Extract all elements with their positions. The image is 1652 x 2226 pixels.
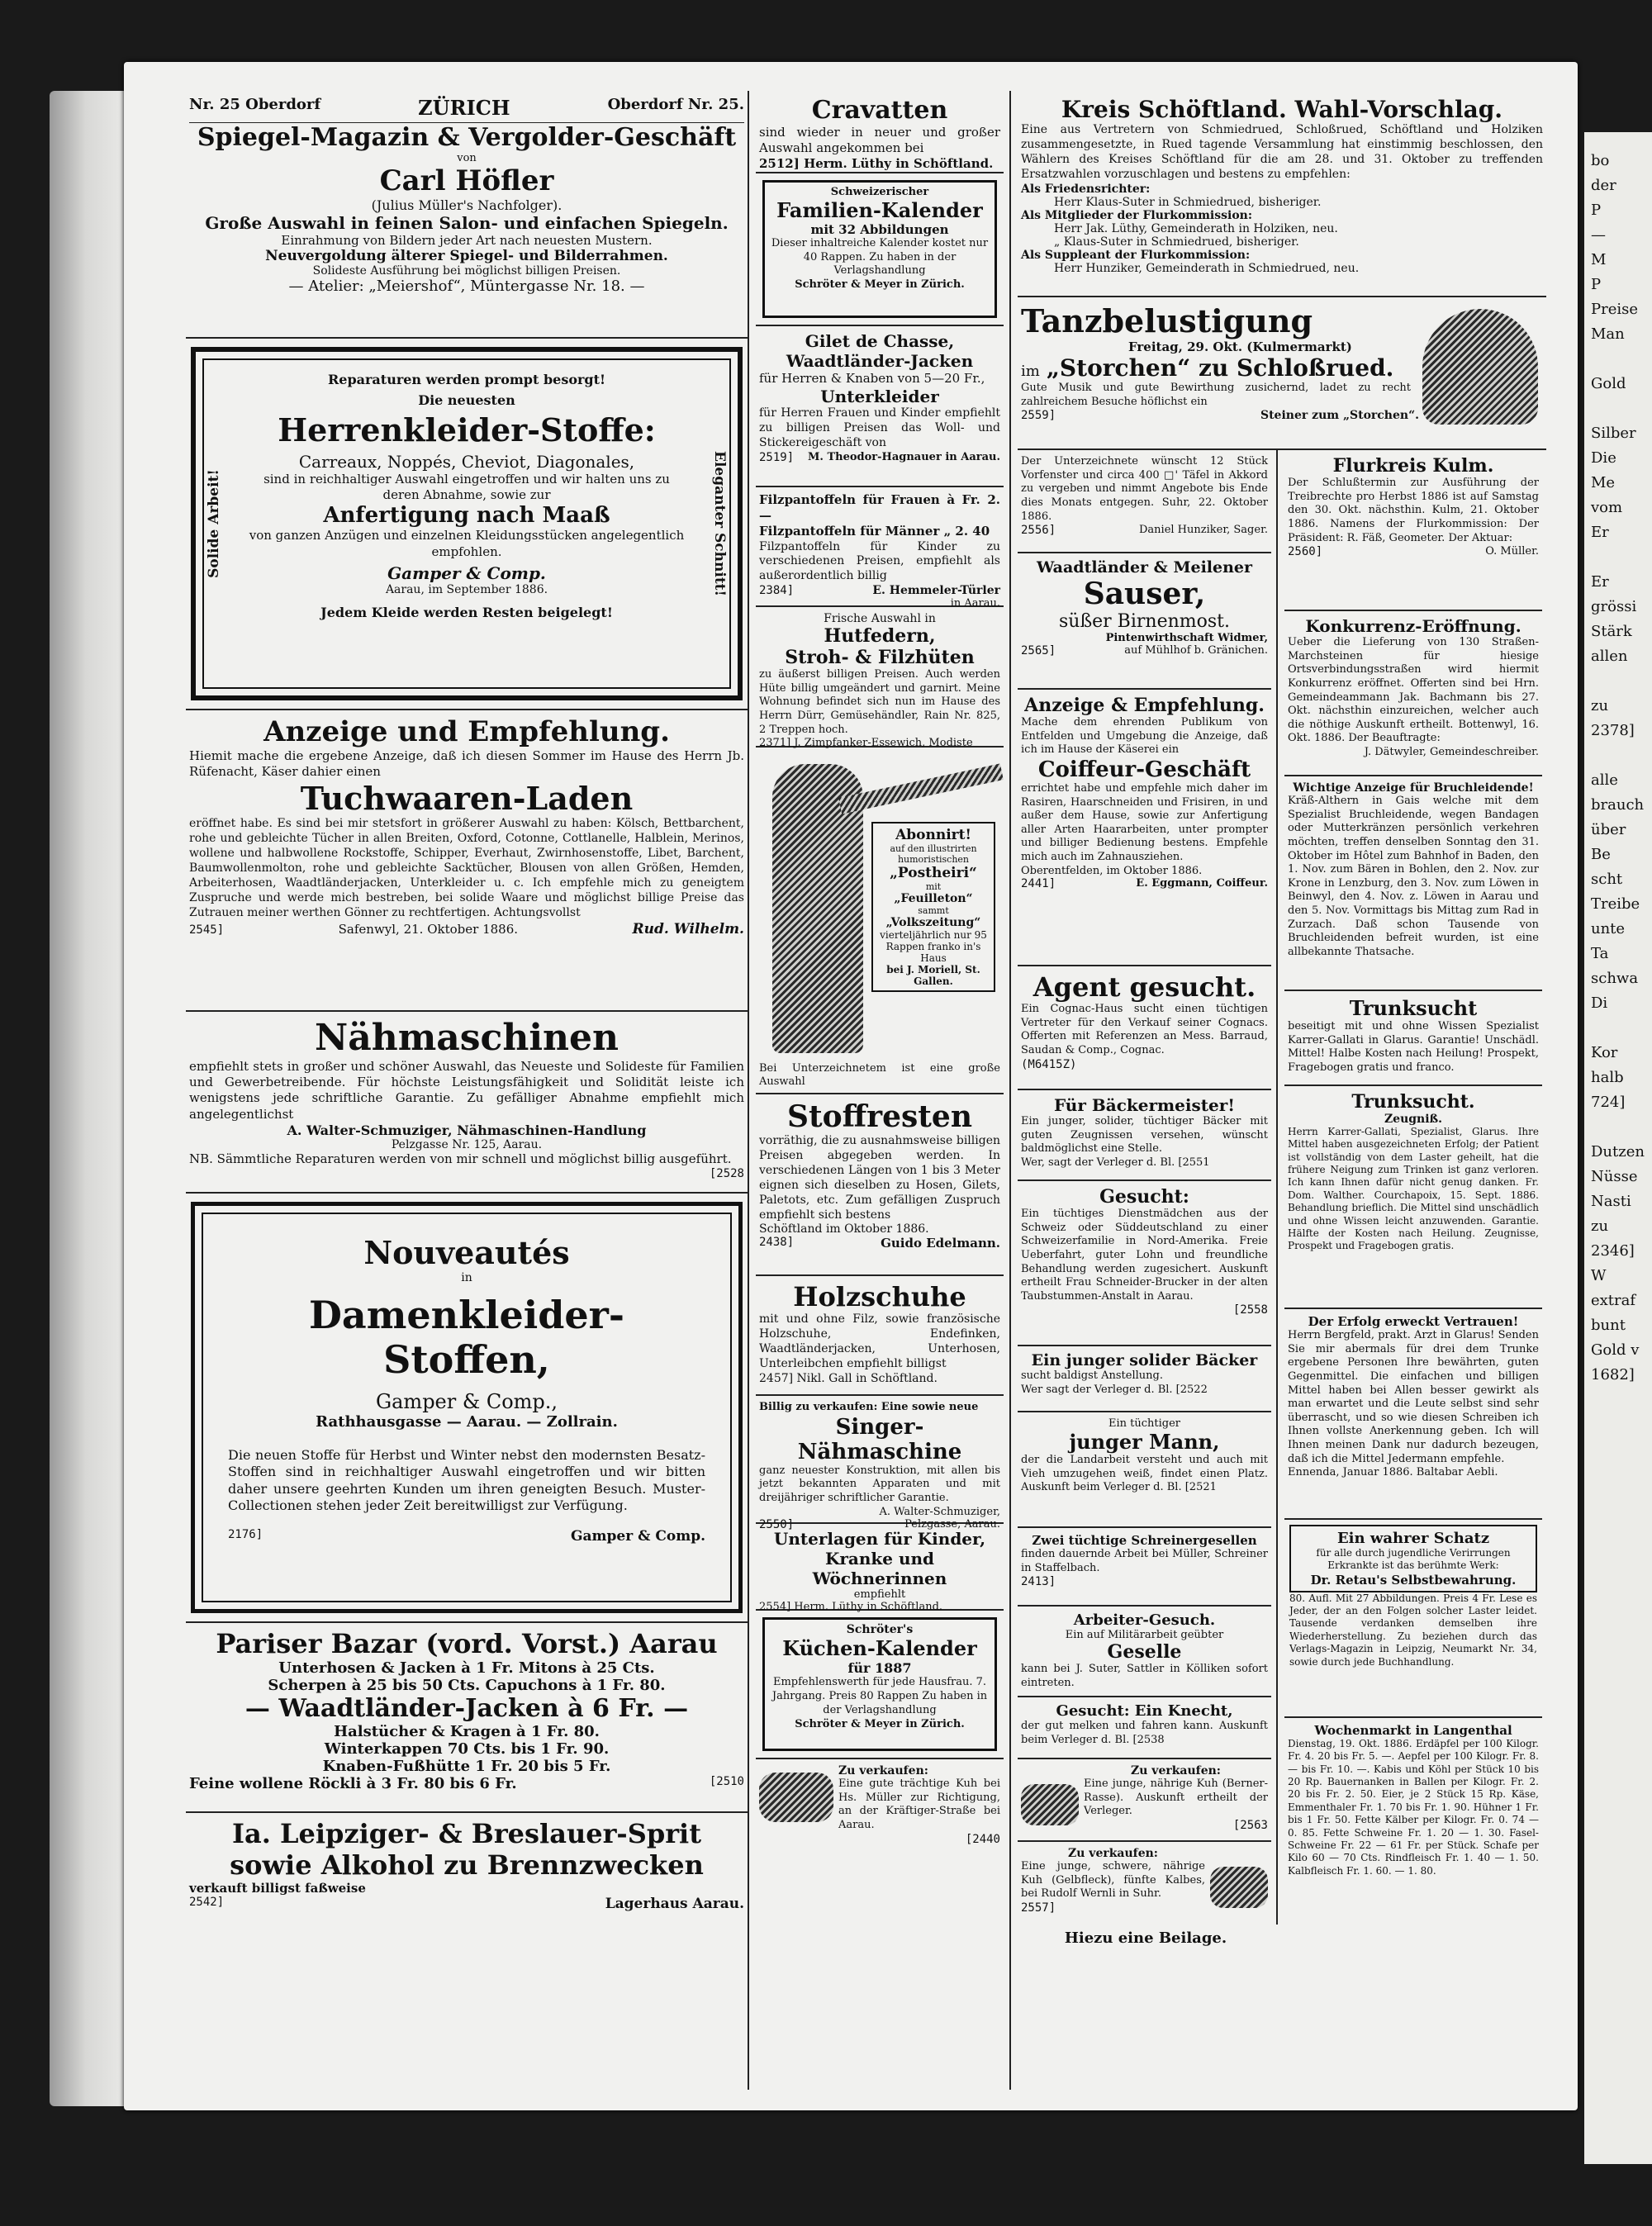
sprit-number: 2542] (189, 1896, 225, 1909)
kuh2-text: Eine junge, nährige Kuh (Berner-Rasse). Auskunft ertheilt der Verleger. (1084, 1777, 1268, 1818)
filz-signature: E. Hemmeler-Türler (872, 584, 1000, 598)
ad-dienstmaedchen (1018, 1181, 1271, 1346)
baeck-signature: Wer, sagt der Verleger d. Bl. [2551 (1021, 1156, 1210, 1169)
kuh3-pre: Zu verkaufen: (1068, 1847, 1158, 1860)
sprit-signature: Lagerhaus Aarau. (605, 1896, 744, 1912)
markt-text: Dienstag, 19. Okt. 1886. Erdäpfel per 100 Kilogr. Fr. 4. 20 bis Fr. 5. —. Aepfel per 100 Kilogr. Fr. 8. — bis Fr. 10. —. Kabis und Köhl per Stück 10 bis 20 Rp. Bauernanken in Ballen per Kilogr. Fr. 2. 20 bis Fr. 2. 50. Eier, je 2 Stück 15 Rp. Käse, Emmenthaler Fr. 1. 70 bis Fr. 1. 90. Hühner 1 Fr. bis 1 Fr. 50. Fette Kälber per Kilogr. Fr. 0. 74 — 0. 85. Fette Schweine Fr. 1. 20 — 1. 30. Fasel-Schweine Fr. 22 — 61 Fr. per Stück. Schafe per Kilo 60 — 70 Cts. Rindfleisch Fr. 1. 40 — 1. 50. Kalbfleisch Fr. 1. 60. — 1. 80. (1288, 1738, 1539, 1877)
ruef-body: eröffnet habe. Es sind bei mir stetsfort in größerer Auswahl zu haben: Kölsch, Bettbarchent, rohe und gebleichte Tücher in allen Breiten, Oxford, Cotonne, Cottlanelle, Halblein, Merinos, wollene und halbwollene Rockstoffe, Schipper, Everhaut, Zwirnhosenstoffe, Libet, Barchent, Baumwollenmolton, rohe und gebleichte Sacktücher, Blousen von allen Größen, Hemden, Arbeiterhosen, Waadtländerjacken, Unterkleider u. c. Ich empfehle mich zu geneigtem Zuspruche und werde mich bestreben, bei solide Waare und möglichst billige Preise das Zutrauen meiner werthen Gönner zu rechtfertigen. Achtungsvollst (189, 817, 744, 919)
bork-text: Der Unterzeichnete wünscht 12 Stück Vorfenster und circa 400 □' Täfel in Akkord zu vergeben und nimmt Angebote bis Ende dies Monats entgegen. Suhr, 22. Oktober 1886. (1021, 455, 1268, 523)
bork-number: 2556] (1021, 524, 1056, 538)
ad-gilet (756, 326, 1004, 487)
hut-pre: Frische Auswahl in (824, 612, 936, 625)
dancing-couple-illustration (1422, 309, 1538, 425)
nouv-in: in (461, 1271, 472, 1284)
schrein-text: finden dauernde Arbeit bei Müller, Schreiner in Staffelbach. (1021, 1548, 1268, 1574)
kreis-line-2: Herr Klaus-Suter in Schmiedrued, bisheriger. (1054, 195, 1322, 209)
tanz-text: Gute Musik und gute Bewirthung zusichernd, ladet zu recht zahlreichem Besuche höflichst ein (1021, 382, 1411, 408)
gil-unterkleider: Unterkleider (820, 387, 939, 407)
bazar-title: Pariser Bazar (vord. Vorst.) Aarau (216, 1628, 718, 1659)
filz-line-3: Filzpantoffeln für Kinder zu verschiedenen Preisen, empfiehlt als außerordentlich billig (759, 539, 1000, 583)
ruef-text: Hiemit mache die ergebene Anzeige, daß ich diesen Sommer im Hause des Herrn Jb. Rüfenacht, Käser dahier einen (189, 748, 744, 780)
kreis-line-3: Als Mitglieder der Flurkommission: (1021, 208, 1253, 222)
hoefler-von: von (457, 152, 477, 164)
stoff-signature: Guido Edelmann. (881, 1236, 1000, 1251)
bazar-line-6: Knaben-Fußhütte 1 Fr. 20 bis 5 Fr. (322, 1758, 611, 1775)
holz-signature: 2457] Nikl. Gall in Schöftland. (759, 1371, 938, 1385)
hut-title: Hutfedern, (824, 625, 936, 647)
gamper-title: Herrenkleider-Stoffe: (278, 411, 656, 449)
kreis-title: Kreis Schöftland. Wahl-Vorschlag. (1061, 96, 1503, 123)
coif-signature: E. Eggmann, Coiffeur. (1136, 876, 1268, 890)
ad-baeckermeister (1018, 1090, 1271, 1181)
saus-title: Waadtländer & Meilener (1036, 558, 1253, 577)
ad-tuchwaaren (186, 710, 748, 1012)
dienst-text: Ein tüchtiges Dienstmädchen aus der Schweiz oder Süddeutschland zu einer Schweizerfamilie in Nord-Amerika. Freie Ueberfahrt, guter Lohn und freundliche Behandlung werden zugesichert. Auskunft ertheilt Frau Schneider-Brucker in der alten Taubstummen-Anstalt in Aarau. (1021, 1208, 1268, 1303)
filz-number: 2384] (759, 584, 795, 598)
crav-signature: 2512] Herm. Lüthy in Schöftland. (759, 156, 994, 172)
schrein-title: Zwei tüchtige Schreinergesellen (1032, 1533, 1257, 1548)
ad-bruchleidende (1284, 776, 1542, 991)
header-left: Nr. 25 Oberdorf (189, 96, 321, 113)
stoff-number: 2438] (759, 1236, 795, 1250)
kuh-pre: Zu verkaufen: (838, 1764, 928, 1777)
naeh-title: Nähmaschinen (314, 1017, 620, 1059)
konk-title: Konkurrenz-Eröffnung. (1305, 616, 1521, 636)
kuh2-number: [2563 (1232, 1818, 1268, 1832)
konk-text: Ueber die Lieferung von 130 Straßen-Marchsteinen für hiesige Ortsverbindungsstraßen wird hiermit Konkurrenz eröffnet. Offerten sind bei Hrn. Gemeindeammann Jak. Bachmann bis 27. Okt. nächsthin einzureichen, welcher auch die nöthige Auskunft ertheilt. Bottenwyl, 16. Okt. 1886. Der Beauftragte: (1288, 636, 1539, 745)
gamper-kinds: Carreaux, Noppés, Cheviot, Diagonales, (298, 452, 635, 472)
sing-title: Singer-Nähmaschine (797, 1414, 962, 1464)
ad-singer (756, 1396, 1004, 1531)
agent-title: Agent gesucht. (1032, 971, 1256, 1003)
gamper-neuest: Die neuesten (418, 392, 515, 408)
post-name: „Postheiri“ (890, 865, 977, 881)
ad-flurkreis-kulm (1284, 450, 1542, 611)
fk-title: Familien-Kalender (776, 198, 983, 222)
ad-hutfedern (756, 607, 1004, 748)
nouv-text: Die neuen Stoffe für Herbst und Winter nebst den modernsten Besatz-Stoffen sind in reichhaltiger Auswahl eingetroffen und wir bitten daher unsere geehrten Kunden um ihren geneigten Besuch. Muster-Collectionen stehen jeder Zeit bereitwilligst zur Verfügung. (228, 1447, 705, 1514)
kreis-line-6: Als Suppleant der Flurkommission: (1021, 248, 1251, 262)
baeck2-title: Ein junger solider Bäcker (1031, 1351, 1258, 1369)
erf-signature: Ennenda, Januar 1886. Baltabar Aebli. (1288, 1466, 1498, 1479)
coif-text: Mache dem ehrenden Publikum von Entfelden und Umgebung die Anzeige, daß ich im Hause der Käserei ein (1021, 716, 1268, 757)
ad-konkurrenz (1284, 611, 1542, 776)
arb-text: Ein auf Militärarbeit geübter (1065, 1629, 1224, 1641)
tanz-date: Freitag, 29. Okt. (Kulmermarkt) (1128, 339, 1352, 354)
sprit-title: Ia. Leipziger- & Breslauer-Sprit (232, 1818, 701, 1849)
bazar-line-4: Halstücher & Kragen à 1 Fr. 80. (334, 1723, 600, 1740)
sing-place: Pelzgasse, Aarau. (904, 1517, 1000, 1531)
ad-filzpantoffeln (756, 487, 1004, 610)
nouv-address: Rathhausgasse — Aarau. — Zollrain. (316, 1413, 618, 1431)
ad-hoefler (186, 91, 748, 339)
coif-place: Oberentfelden, im Oktober 1886. (1021, 864, 1203, 877)
sing-number: 2550] (759, 1517, 795, 1531)
sing-signature: A. Walter-Schmuziger, (879, 1505, 1000, 1518)
ad-holzschuhe (756, 1276, 1004, 1396)
adjacent-page-text: bo der P — M P Preise Man Gold Silber Die Me vom Er Er grössi Stärk allen zu 2378] alle brauch über Be scht Treibe unte Ta schwa Di Kor halb 724] Dutzen Nüsse Nasti zu 2346] W extraf bunt Gold v 1682] (1591, 152, 1645, 1384)
trunk-title: Trunksucht (1349, 996, 1478, 1020)
bazar-number: [2510 (709, 1775, 744, 1788)
schrein-number: 2413] (1021, 1575, 1056, 1589)
ad-vorfenster (1018, 450, 1271, 553)
trunk2-text: Herrn Karrer-Gallati, Spezialist, Glarus. Ihre Mittel haben ausgezeichneten Erfolg; der Patient ist vollständig von dem Laster geheilt, hat die frühere Neigung zum Trinken ist ganz verloren. Ich kann Ihnen dafür nicht genug danken. Fr. Dom. Walther. Courchapoix, 15. Sept. 1886. Behandlung brieflich. Die Mittel sind unschädlich und ohne Wissen leicht anzuwenden. Garantie. Hälfte der Kosten nach Heilung. Zeugnisse, Prospekt und Fragebogen gratis. (1288, 1126, 1539, 1252)
post-volkszeitung: „Volkszeitung“ (885, 916, 981, 929)
bazar-line-5: Winterkappen 70 Cts. bis 1 Fr. 90. (324, 1740, 610, 1758)
stoff-title: Stoffresten (786, 1099, 973, 1134)
gamper-right-side: Eleganter Schnitt! (711, 450, 728, 597)
dienst-title: Gesucht: (1099, 1186, 1189, 1208)
cow-illustration-3 (1210, 1867, 1268, 1908)
knecht-title: Gesucht: Ein Knecht, (1056, 1702, 1233, 1720)
bazar-line-1: Unterhosen & Jacken à 1 Fr. Mitons à 25 Cts. (278, 1659, 655, 1677)
hoefler-line-3: Neuvergoldung älterer Spiegel- und Bilderrahmen. (265, 248, 668, 264)
dienst-number: [2558 (1232, 1303, 1268, 1317)
nouv-firm: Gamper & Comp., (375, 1390, 558, 1413)
bork-signature: Daniel Hunziker, Sager. (1139, 524, 1268, 537)
ruef-shop: Tuchwaaren-Laden (300, 780, 634, 818)
stoff-place: Schöftland im Oktober 1886. (759, 1222, 929, 1236)
post-signature: bei J. Moriell, St. Gallen. (886, 964, 980, 987)
ad-tanzbelustigung (1018, 297, 1546, 450)
stoff-text: vorräthig, die zu ausnahmsweise billigen Preisen abgegeben werden. In verschiedenen Längen von 1 bis 3 Meter eignen sich dieselben zu Hosen, Gilets, Paletots, etc. Zum gefälligen Zuspruch empfiehlt sich bestens (759, 1134, 1000, 1222)
gamper-date: Aarau, im September 1886. (385, 582, 548, 596)
hut-title-2: Stroh- & Filzhüten (785, 647, 975, 668)
gil-title: Gilet de Chasse, (805, 331, 955, 351)
fk-text: Dieser inhaltreiche Kalender kostet nur 40 Rappen. Zu haben in der Verlagshandlung (771, 237, 989, 278)
post-sammt: sammt (918, 905, 949, 916)
kreis-line-4: Herr Jak. Lüthy, Gemeinderath in Holziken, neu. (1054, 221, 1338, 235)
column-left (186, 91, 748, 2090)
gil-number: 2519] (759, 450, 795, 464)
sprit-text: verkauft billigst faßweise (189, 1881, 366, 1896)
column-middle (748, 91, 1004, 2090)
kk-text: Empfehlenswerth für jede Hausfrau. 7. Jahrgang. Preis 80 Rappen Zu haben in der Verlagshandlung (771, 1676, 988, 1716)
ad-arbeiter-gesuch (1018, 1607, 1271, 1697)
tanz-signature: Steiner zum „Storchen“. (1260, 409, 1419, 423)
crav-title: Cravatten (811, 96, 948, 125)
nouv-signature: Gamper & Comp. (570, 1527, 705, 1545)
ruef-number: 2545] (189, 923, 225, 937)
bazar-line-7: Feine wollene Röckli à 3 Fr. 80 bis 6 Fr. (189, 1775, 517, 1792)
ad-knecht (1018, 1697, 1271, 1759)
gamper-text-2: von ganzen Anzügen und einzelnen Kleidungsstücken angelegentlich empfohlen. (249, 528, 685, 559)
hoefler-atelier: — Atelier: „Meiershof“, Müntergasse Nr. 18. — (288, 278, 645, 295)
hoefler-line-4: Solideste Ausführung bei möglichst billigen Preisen. (312, 264, 621, 278)
kuh3-number: 2557] (1021, 1901, 1056, 1915)
trumpet-illustration (838, 763, 1004, 814)
kk-title: Küchen-Kalender (782, 1636, 977, 1660)
flur-text: Der Schlußtermin zur Ausführung der Treibrechte pro Herbst 1886 ist auf Samstag den 30. Okt. nächsthin. Kulm, 21. Oktober 1886. Namens der Flurkommission: Der Präsident: R. Fäß, Geometer. Der Aktuar: (1288, 477, 1539, 544)
ad-pariser-bazar (186, 1623, 748, 1813)
nouv-title: Nouveautés (363, 1234, 570, 1271)
hoefler-line-1: Große Auswahl in feinen Salon- und einfachen Spiegeln. (205, 213, 729, 233)
gamper-bottom: Jedem Kleide werden Resten beigelegt! (320, 604, 613, 620)
knecht-text: der gut melken und fahren kann. Auskunft beim Verleger d. Bl. [2538 (1021, 1720, 1268, 1746)
ad-stoffresten (756, 1094, 1004, 1276)
kuh-number: [2440 (965, 1832, 1000, 1846)
sing-pre: Billig zu verkaufen: Eine sowie neue (759, 1401, 979, 1413)
subcolumn-b (1278, 450, 1542, 1925)
cow-illustration (759, 1773, 833, 1822)
saus-place: auf Mühlhof b. Gränichen. (1124, 644, 1268, 657)
gamper-text: sind in reichhaltiger Auswahl eingetroffen und wir halten uns zu deren Abnahme, sowie zur (263, 472, 670, 503)
post-abonnirt: Abonnirt! (895, 827, 971, 843)
sprit-subtitle: sowie Alkohol zu Brennzwecken (230, 1849, 704, 1881)
ad-sauser (1018, 553, 1271, 690)
ruef-signature: Rud. Wilhelm. (632, 920, 744, 937)
coif-number: 2441] (1021, 876, 1056, 890)
gamper-left-side: Solide Arbeit! (206, 469, 222, 578)
post-mit: mit (925, 881, 942, 892)
ad-coiffeur (1018, 690, 1271, 966)
ad-kreis-wahlvorschlag (1018, 91, 1546, 297)
ad-sprit (186, 1813, 748, 1916)
kuh3-text: Eine junge, schwere, nährige Kuh (Gelbfleck), fünfte Kalbes, bei Rudolf Wernli in Suhr. (1021, 1860, 1205, 1901)
arb-text-2: kann bei J. Suter, Sattler in Kölliken sofort eintreten. (1021, 1663, 1268, 1689)
konk-signature: J. Dätwyler, Gemeindeschreiber. (1364, 746, 1539, 758)
bazar-line-2: Scherpen à 25 bis 50 Cts. Capuchons à 1 Fr. 80. (268, 1677, 666, 1694)
fk-signature: Schröter & Meyer in Zürich. (795, 278, 965, 291)
adjacent-page-fragment (1584, 132, 1652, 2164)
naeh-number: [2528 (709, 1166, 744, 1180)
schatz-text: für alle durch jugendliche Verirrungen Erkrankte ist das berühmte Werk: (1316, 1547, 1511, 1572)
naeh-signature: A. Walter-Schmuziger, Nähmaschinen-Handlung (287, 1122, 647, 1138)
crav-text: sind wieder in neuer und großer Auswahl angekommen bei (759, 125, 1000, 156)
agent-number: (M6415Z) (1021, 1057, 1077, 1071)
baeck2-text: sucht baldigst Anstellung. (1021, 1369, 1163, 1382)
filz-line-1: Filzpantoffeln für Frauen à Fr. 2. — (759, 492, 1000, 524)
holz-text: mit und ohne Filz, sowie französische Holzschuhe, Endefinken, Waadtländerjacken, Unterhosen, Unterleibchen empfiehlt billigst (759, 1312, 1000, 1370)
trunk2-zeugnis: Zeugniß. (1384, 1113, 1443, 1126)
ad-cravatten (756, 91, 1004, 173)
flur-title: Flurkreis Kulm. (1332, 455, 1494, 477)
erf-title: Der Erfolg erweckt Vertrauen! (1308, 1314, 1519, 1329)
ad-schreinergesellen (1018, 1528, 1271, 1607)
arb-main: Geselle (1107, 1641, 1182, 1663)
kreis-text: Eine aus Vertretern von Schmiedrued, Schloßrued, Schöftland und Holziken zusammengesetzte, in Rued tagende Versammlung hat einstimmig beschlossen, den Wählern des Kreises Schöftland für die am 28. und 31. Oktober zu treffenden Ersatzwahlen vorzuschlagen und bestens zu empfehlen: (1021, 123, 1543, 181)
saus-number: 2565] (1021, 644, 1056, 657)
schatz-text-2: 80. Aufl. Mit 27 Abbildungen. Preis 4 Fr. Lese es Jeder, der an den Folgen solcher Laster leidet. Tausende verdanken demselben ihre Wiederherstellung. Zu beziehen durch das Verlags-Magazin in Leipzig, Neumarkt Nr. 34, sowie durch jede Buchhandlung. (1289, 1592, 1537, 1668)
gil-signature: M. Theodor-Hagnauer in Aarau. (808, 450, 1000, 463)
ad-trunksucht-zeugnis (1284, 1086, 1542, 1309)
mann-title: junger Mann, (1069, 1430, 1220, 1454)
ad-gamper-herrenkleider (186, 339, 748, 710)
baeck-text: Ein junger, solider, tüchtiger Bäcker mit guten Zeugnissen versehen, wünscht baldmöglichst eine Stelle. (1021, 1115, 1268, 1156)
agent-text: Ein Cognac-Haus sucht einen tüchtigen Vertreter für den Verkauf seiner Cognacs. Offerten mit Referenzen an Mess. Barraud, Saudan & Comp., Cognac. (1021, 1003, 1268, 1056)
tanz-title: Tanzbelustigung (1021, 302, 1313, 339)
sing-text: ganz neuester Konstruktion, mit allen bis jetzt bekannten Apparaten und mit dreijähriger schriftlicher Garantie. (759, 1464, 1000, 1504)
baeck-title: Für Bäckermeister! (1053, 1095, 1236, 1115)
flur-signature: O. Müller. (1485, 545, 1539, 558)
ad-naehmaschinen (186, 1012, 748, 1194)
ad-agent (1018, 966, 1271, 1090)
column-right (1009, 91, 1546, 2090)
gamper-anfertigung: Anfertigung nach Maaß (323, 503, 610, 529)
markt-title: Wochenmarkt in Langenthal (1314, 1723, 1512, 1738)
filz-line-2: Filzpantoffeln für Männer „ 2. 40 (759, 524, 990, 539)
ad-damenkleider (186, 1194, 748, 1623)
right-subcolumns (1018, 450, 1546, 1925)
ad-unterlagen (756, 1524, 1004, 1611)
naeh-nb: NB. Sämmtliche Reparaturen werden von mir schnell und möglichst billig ausgeführt. (189, 1151, 732, 1166)
mann-pre: Ein tüchtiger (1108, 1417, 1180, 1430)
header-right: Oberdorf Nr. 25. (607, 96, 744, 113)
ad-kuechen-kalender (756, 1611, 1004, 1759)
trunk2-title: Trunksucht. (1351, 1091, 1475, 1113)
ad-familien-kalender (756, 173, 1004, 326)
hoefler-name: Carl Höfler (379, 164, 554, 197)
hut-text: zu äußerst billigen Preisen. Auch werden Hüte billig umgeändert und garnirt. Meine Wohnung befindet sich nun im Hause des Herrn Dürr, Gemüsehändler, Rain Nr. 825, 2 Treppen hoch. (759, 668, 1000, 736)
cow-illustration-2 (1021, 1784, 1079, 1825)
naeh-text: empfiehlt stets in großer und schöner Auswahl, das Neueste und Solideste für Familien und Gewerbetreibende. Für höchste Leistungsfähigkeit und Solidität leiste ich wenigstens jede schriftliche Garantie. Zu gefälliger Abnahme empfiehlt mich angelegentlichst (189, 1059, 744, 1122)
kk-pre: Schröter's (846, 1623, 914, 1636)
ad-postheiri (756, 748, 1004, 1094)
holz-title: Holzschuhe (793, 1281, 966, 1312)
coif-main: Coiffeur-Geschäft (1037, 757, 1251, 782)
gamper-firm: Gamper & Comp. (387, 562, 546, 583)
ad-kuh-3 (1018, 1842, 1271, 1925)
gil-text-2: für Herren Frauen und Kinder empfiehlt zu billigen Preisen das Woll- und Stickereigeschäft von (759, 406, 1000, 449)
post-feuilleton: „Feuilleton“ (894, 892, 973, 905)
kk-signature: Schröter & Meyer in Zürich. (795, 1717, 965, 1730)
fk-pre: Schweizerischer (830, 186, 929, 198)
schatz-book: Dr. Retau's Selbstbewahrung. (1310, 1572, 1517, 1588)
ruef-title: Anzeige und Empfehlung. (263, 715, 670, 748)
mann-text: der die Landarbeit versteht und auch mit Vieh umzugehen weiß, findet einen Platz. Auskunft beim Verleger d. Bl. [2521 (1021, 1454, 1268, 1494)
kreis-line-5: „ Klaus-Suter in Schmiedrued, bisheriger. (1054, 235, 1299, 249)
subcolumn-a (1018, 450, 1278, 1925)
tanz-im: im (1021, 363, 1040, 380)
ad-junger-mann (1018, 1412, 1271, 1528)
erf-text: Herrn Bergfeld, prakt. Arzt in Glarus! Senden Sie mir abermals für drei dem Trunke ergebene Personen Ihre bewährten, guten Gegenmittel. Die einfachen und billigen Mittel haben bei Allen besser gewirkt als man erwartet und die Leute selbst sind sehr überrascht, und so wie diesen Schreiben ich Ihnen vollste Anerkennung geben. Ich will Ihnen meinen Dank nur dadurch bezeugen, daß ich die Mittel Jedermann empfehle. (1288, 1329, 1539, 1465)
saus-subtitle: süßer Birnenmost. (1059, 611, 1230, 632)
gil-text: für Herren & Knaben von 5—20 Fr., (759, 371, 985, 386)
hoefler-title: Spiegel-Magazin & Vergolder-Geschäft (197, 123, 737, 152)
saus-main: Sauser, (1083, 577, 1206, 611)
bazar-line-3: — Waadtländer-Jacken à 6 Fr. — (244, 1694, 689, 1723)
ad-trunksucht (1284, 991, 1542, 1086)
header-city: ZÜRICH (418, 96, 510, 120)
hut-signature: 2371] J. Zimpfanker-Essewich, Modiste (759, 737, 973, 750)
unt-signature: 2554] Herm. Lüthy in Schöftland. (759, 1601, 943, 1613)
kuh-text: Eine gute trächtige Kuh bei Hs. Müller zur Richtigung, an der Kräftiger-Straße bei Aarau. (838, 1777, 1000, 1831)
nouv-main: Damenkleider-Stoffen, (309, 1293, 624, 1382)
ad-erfolg (1284, 1309, 1542, 1520)
trunk-text: beseitigt mit und ohne Wissen Spezialist Karrer-Gallati in Glarus. Garantie! Unschädl. Mittel! Halbe Kosten nach Heilung! Prospekt, Fragebogen gratis und franco. (1288, 1020, 1539, 1074)
arb-title: Arbeiter-Gesuch. (1073, 1611, 1216, 1629)
tanz-number: 2559] (1021, 409, 1056, 423)
filz-place: in Aarau. (950, 597, 1000, 610)
kuh2-pre: Zu verkaufen: (1131, 1764, 1221, 1777)
post-price: vierteljährlich nur 95 Rappen franko in's Haus (880, 929, 987, 964)
coif-text-2: errichtet habe und empfehle mich daher im Rasiren, Haarschneiden und Frisiren, in und außer dem Hause, sowie zur Anfertigung aller Arten Haararbeiten, unter prompter und billiger Bedienung bestens. Empfehle mich auch im Zahnausziehen. (1021, 781, 1268, 863)
bruch-title: Wichtige Anzeige für Bruchleidende! (1293, 781, 1534, 795)
baeck2-signature: Wer sagt der Verleger d. Bl. [2522 (1021, 1383, 1208, 1396)
post-auf: auf den illustrirten humoristischen (890, 843, 977, 865)
flur-number: 2560] (1288, 545, 1323, 559)
fk-subtitle: mit 32 Abbildungen (810, 222, 949, 237)
gamper-top: Reparaturen werden prompt besorgt! (327, 372, 606, 387)
ad-kuh-2 (1018, 1759, 1271, 1842)
nouv-number: 2176] (228, 1527, 263, 1541)
ad-wahrer-schatz (1284, 1520, 1542, 1718)
ad-kuh-1 (756, 1759, 1004, 1846)
kk-year: für 1887 (847, 1660, 912, 1676)
tanz-place: „Storchen“ zu Schloßrued. (1046, 354, 1394, 382)
hoefler-subtitle: (Julius Müller's Nachfolger). (371, 197, 563, 213)
kreis-line-7: Herr Hunziker, Gemeinderath in Schmiedrued, neu. (1054, 261, 1360, 275)
kreis-line-1: Als Friedensrichter: (1021, 182, 1151, 196)
saus-signature: Pintenwirthschaft Widmer, (1105, 632, 1268, 644)
ad-wochenmarkt (1284, 1718, 1542, 1920)
hoefler-line-2: Einrahmung von Bildern jeder Art nach neuesten Mustern. (281, 233, 653, 248)
bruch-text: Kräß-Althern in Gais welche mit dem Spezialist Bruchleidende, wegen Bandagen oder Mutterkränzen persönlich verkehren möchten, treffen denselben Sonntag den 31. Oktober im Hôtel zum Bahnhof in Baden, den 1. Nov. zum Bären in Bohlen, den 2. Nov. zur Krone in Lenzburg, den 3. Nov. zum Löwen in Beinwyl, den 4. Nov. z. Löwen in Aarau und den 5. Nov. Vormittags bis Mittag zum Rad in Zurzach. Daß schon Tausende von Bruchleidenden befreit wurden, ist eine allbekannte Thatsache. (1288, 795, 1539, 958)
footer-beilage: Hiezu eine Beilage. (1064, 1929, 1227, 1947)
naeh-address: Pelzgasse Nr. 125, Aarau. (391, 1137, 543, 1151)
post-caption: Bei Unterzeichnetem ist eine große Auswahl (759, 1061, 1000, 1089)
ruef-place: Safenwyl, 21. Oktober 1886. (338, 921, 519, 937)
unt-emp: empfiehlt (853, 1588, 906, 1601)
coif-title: Anzeige & Empfehlung. (1024, 695, 1265, 716)
gil-subtitle: Waadtländer-Jacken (786, 351, 974, 371)
unt-title: Unterlagen für Kinder, Kranke und Wöchnerinnen (773, 1529, 986, 1588)
ad-junger-baecker (1018, 1346, 1271, 1412)
schatz-title: Ein wahrer Schatz (1336, 1530, 1490, 1547)
